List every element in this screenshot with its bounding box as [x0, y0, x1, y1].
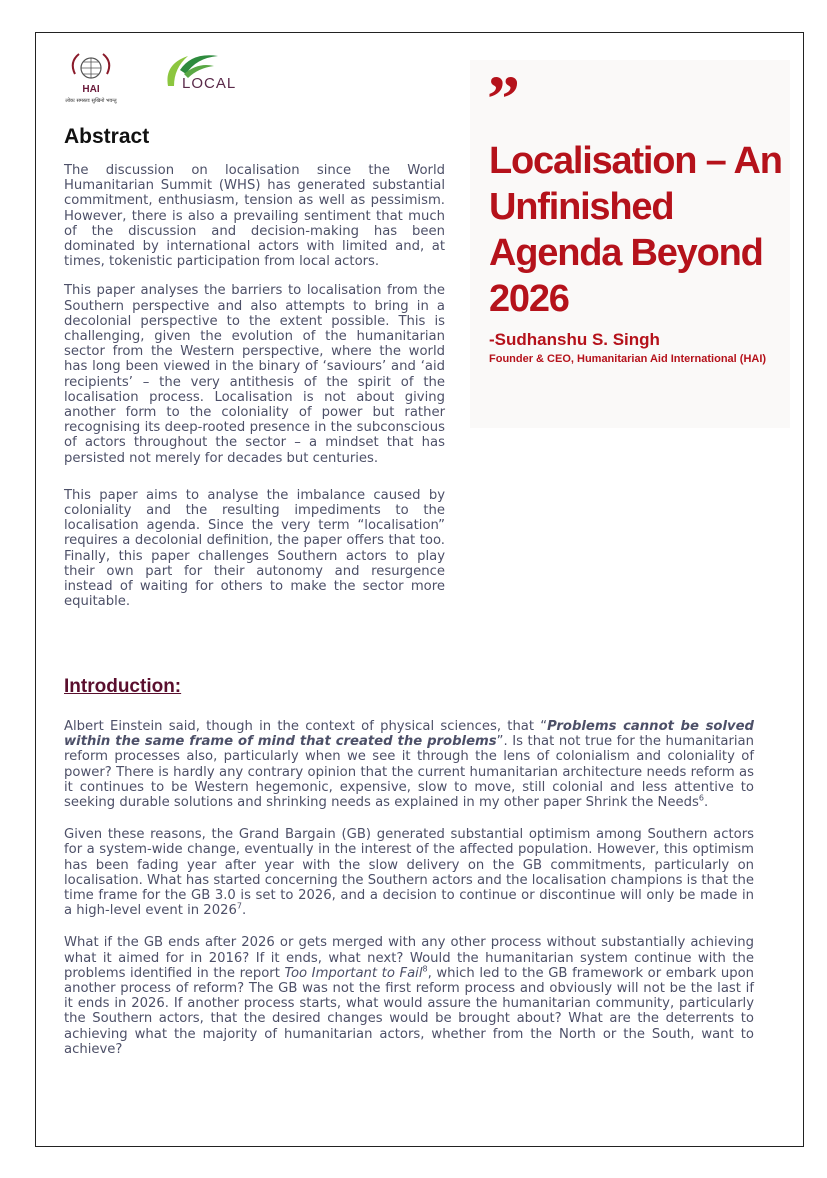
svg-text:LOCAL: LOCAL — [182, 75, 237, 92]
local-logo — [158, 50, 244, 98]
footnote-ref[interactable]: 7 — [236, 901, 242, 911]
introduction-heading: Introduction: — [64, 676, 182, 697]
document-title: Localisation – An Unfinished Agenda Beyond 2026 — [489, 140, 782, 320]
abstract-paragraph: This paper analyses the barriers to localisation from the Southern perspective and also attempts to bring in a decolonial perspective to the extent possible. This is challenging, given the evolution of the humanitarian sector from the Western perspective, where the world has long been viewed in the binary of ‘saviours’ and ‘aid recipients’ – the very antithesis of the spirit of the localisation process. Localisation is not about giving another form to the coloniality of power but rather recognising its deep-rooted presence in the subconscious of actors throughout the sector – a mindset that has persisted not merely for decades but centuries. — [64, 283, 445, 466]
author-role: Founder & CEO, Humanitarian Aid International (HAI) — [489, 353, 767, 365]
hai-logo — [55, 44, 127, 106]
abstract-paragraph: The discussion on localisation since the World Humanitarian Summit (WHS) has generated substantial commitment, enthusiasm, tension as well as pessimism. However, there is also a prevailing sentiment that much of the discussion and decision-making has been dominated by international actors with limited and, at times, tokenistic participation from local actors. — [64, 163, 445, 270]
footnote-ref[interactable]: 8 — [422, 964, 428, 974]
author-name: -Sudhanshu S. Singh — [489, 330, 660, 349]
quote-mark-icon: ” — [487, 63, 520, 136]
title-panel — [470, 60, 790, 428]
intro-paragraph: Albert Einstein said, though in the context of physical sciences, that “Problems cannot be solved within the same frame of mind that created the problems”. Is that not true for the humanitarian reform processes also, particularly when we see it through the lens of colonialism and coloniality of power? There is hardly any contrary opinion that the current humanitarian architecture needs reform as it continues to be Western hegemonic, expensive, slow to move, still colonial and less attentive to seeking durable solutions and shrinking needs as explained in my other paper Shrink the Needs$^6$. — [64, 719, 754, 811]
svg-text:लोकः समस्ताः सुखिनो भवन्तु: लोकः समस्ताः सुखिनो भवन्तु — [65, 98, 117, 104]
intro-paragraph: What if the GB ends after 2026 or gets merged with any other process without substantially achieving what it aimed for in 2016? If it ends, what next? Would the humanitarian system continue with the problems identified in the report Too Important to Fail$^8$, which led to the GB framework or embark upon another process of reform? The GB was not the first reform process and obviously will not be the last if it ends in 2026. If another process starts, what would assure the humanitarian community, particularly the Southern actors, that the desired changes would be brought about? What are the deterrents to achieving what the majority of humanitarian actors, whether from the North or the South, want to achieve? — [64, 935, 754, 1057]
abstract-heading: Abstract — [64, 125, 150, 148]
svg-text:HAI: HAI — [82, 84, 100, 95]
introduction-body — [64, 719, 754, 1074]
footnote-ref[interactable]: 6 — [698, 793, 704, 803]
intro-paragraph: Given these reasons, the Grand Bargain (GB) generated substantial optimism among Southern actors for a system-wide change, eventually in the interest of the affected population. However, this optimism has been fading year after year with the slow delivery on the GB commitments, particularly on localisation. What has started concerning the Southern actors and the localisation champions is that the time frame for the GB 3.0 is set to 2026, and a decision to continue or discontinue will only be made in a high-level event in 2026$^7$. — [64, 827, 754, 919]
abstract-paragraph: This paper aims to analyse the imbalance caused by coloniality and the resulting impediments to the localisation agenda. Since the very term “localisation” requires a decolonial definition, the paper offers that too. Finally, this paper challenges Southern actors to play their own part for their autonomy and resurgence instead of waiting for others to make the sector more equitable. — [64, 487, 445, 610]
abstract-body — [64, 163, 445, 623]
